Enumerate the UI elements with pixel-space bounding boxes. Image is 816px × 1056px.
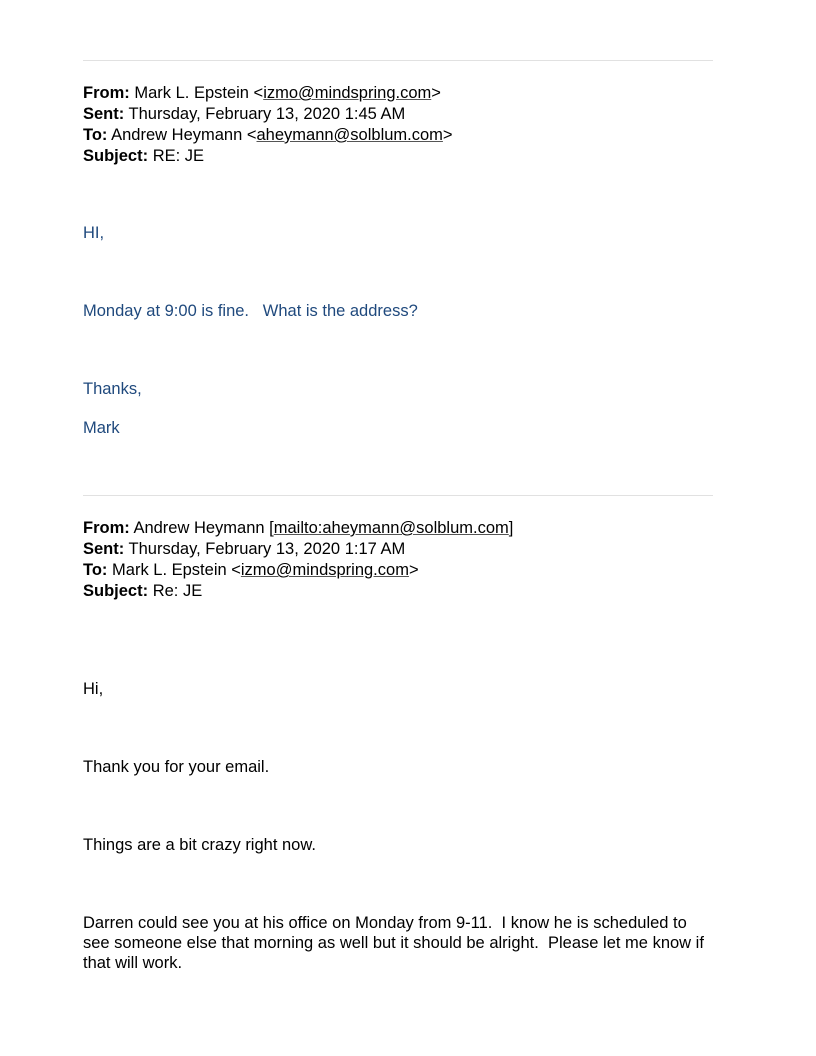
to-close: >	[442, 126, 453, 144]
sent-value: Thursday, February 13, 2020 1:17 AM	[128, 540, 406, 558]
separator-rule	[83, 60, 713, 61]
to-name: Andrew Heymann <	[111, 126, 257, 144]
to-email-link[interactable]: izmo@mindspring.com	[240, 561, 409, 579]
message-header	[83, 518, 723, 602]
subject-label: Subject:	[83, 147, 149, 165]
body-signature: Mark	[83, 419, 120, 437]
from-close: ]	[508, 519, 514, 537]
from-name: Mark L. Epstein <	[134, 84, 264, 102]
from-label: From:	[83, 84, 130, 102]
subject-label: Subject:	[83, 582, 149, 600]
from-email-link[interactable]: mailto:aheymann@solblum.com	[273, 519, 509, 537]
from-email-link[interactable]: izmo@mindspring.com	[263, 84, 432, 102]
body-greeting: HI,	[83, 224, 105, 242]
to-label: To:	[83, 126, 108, 144]
from-close: >	[431, 84, 441, 102]
to-label: To:	[83, 561, 108, 579]
to-name: Mark L. Epstein <	[112, 561, 241, 579]
separator-rule	[83, 495, 713, 496]
body-paragraph: Things are a bit crazy right now.	[83, 836, 316, 854]
to-line	[83, 560, 723, 581]
to-email-link[interactable]: aheymann@solblum.com	[256, 126, 443, 144]
from-line	[83, 83, 723, 104]
sent-label: Sent:	[83, 105, 125, 123]
body-greeting: Hi,	[83, 680, 104, 698]
body-paragraph: Thank you for your email.	[83, 758, 270, 776]
sent-line	[83, 539, 723, 560]
sent-label: Sent:	[83, 540, 125, 558]
body-thanks: Thanks,	[83, 380, 142, 398]
sent-value: Thursday, February 13, 2020 1:45 AM	[128, 105, 406, 123]
subject-value: RE: JE	[152, 147, 205, 165]
subject-value: Re: JE	[152, 582, 203, 600]
sent-line	[83, 104, 723, 125]
body-paragraph: Darren could see you at his office on Monday from 9-11. I know he is scheduled to see someone else that morning as well but it should be alright. Please let me know if that will work.	[83, 914, 709, 972]
to-line	[83, 125, 723, 146]
to-close: >	[408, 561, 419, 579]
subject-line	[83, 581, 723, 602]
from-label: From:	[83, 519, 130, 537]
subject-line	[83, 146, 723, 167]
from-name: Andrew Heymann [	[133, 519, 274, 537]
body-paragraph: Monday at 9:00 is fine. What is the address?	[83, 302, 418, 320]
message-header	[83, 83, 723, 167]
from-line	[83, 518, 723, 539]
